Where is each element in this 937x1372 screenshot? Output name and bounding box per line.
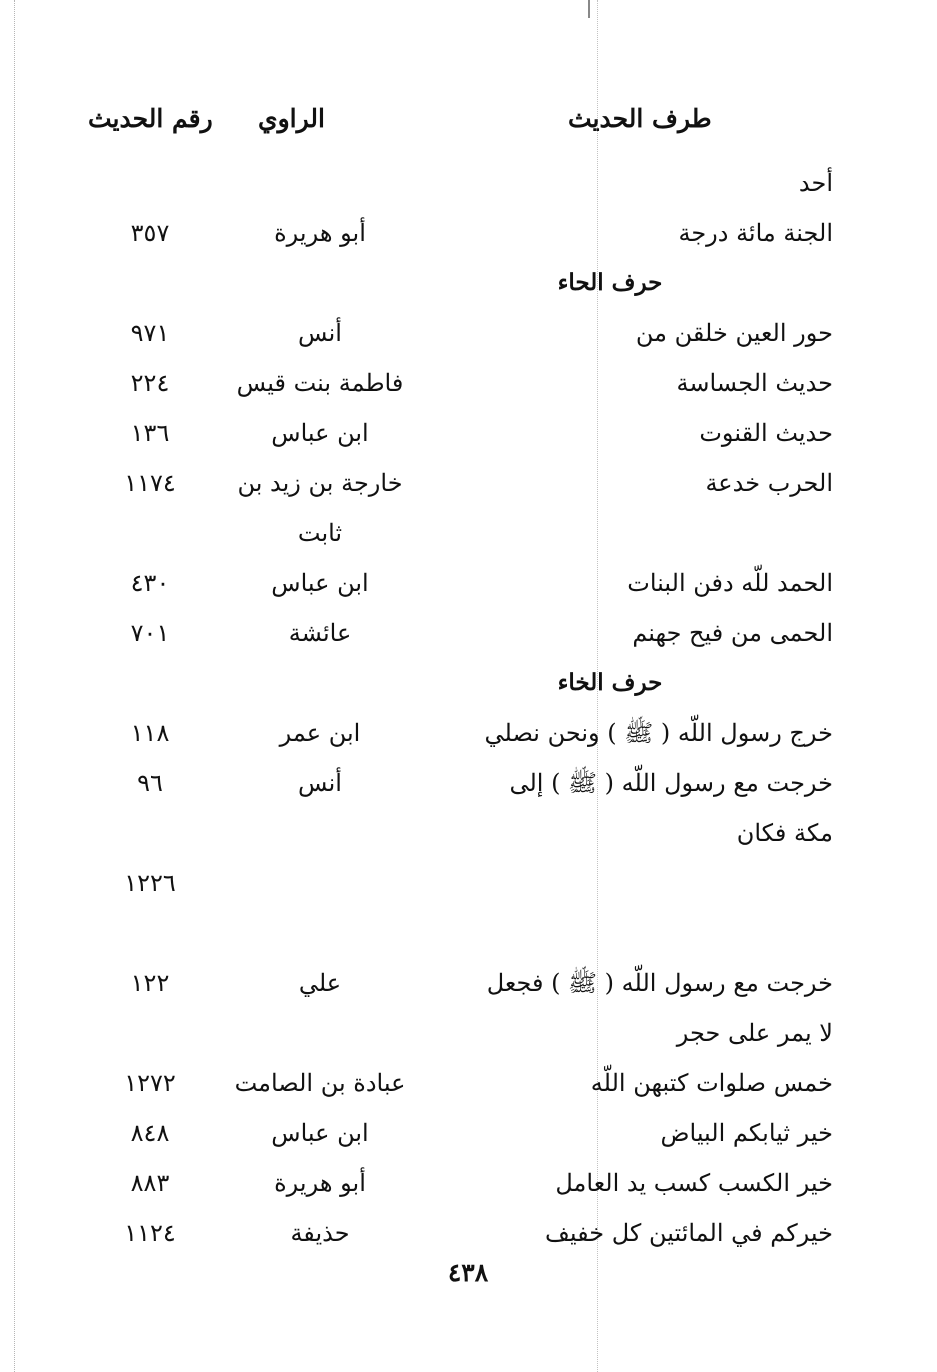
- section-heading-row: [0, 661, 937, 705]
- hadith-text-cell: لا يمر على حجر: [676, 1019, 833, 1047]
- narrator-cell: أنس: [298, 319, 342, 347]
- section-heading: حرف الحاء: [557, 269, 663, 296]
- table-row: [0, 1211, 937, 1255]
- header-hadith-text: طرف الحديث: [568, 104, 712, 133]
- hadith-text-cell: حديث القنوت: [699, 419, 833, 447]
- header-narrator: الراوي: [258, 104, 325, 133]
- hadith-number-cell: ٤٣٠: [130, 569, 170, 597]
- table-row: [0, 511, 937, 555]
- hadith-number-cell: ٨٨٣: [130, 1169, 170, 1197]
- narrator-cell: عبادة بن الصامت: [234, 1069, 406, 1097]
- table-row: [0, 811, 937, 855]
- section-heading: حرف الخاء: [557, 669, 663, 696]
- narrator-cell: ابن عباس: [271, 419, 369, 447]
- narrator-cell: علي: [298, 969, 342, 997]
- section-heading-row: [0, 261, 937, 305]
- hadith-text-cell: خرجت مع رسول اللّه ( ﷺ ) إلى: [509, 769, 833, 797]
- hadith-number-cell: ٣٥٧: [130, 219, 170, 247]
- hadith-text-cell: خرجت مع رسول اللّه ( ﷺ ) فجعل: [486, 969, 833, 997]
- hadith-text-cell: خمس صلوات كتبهن اللّه: [590, 1069, 833, 1097]
- narrator-cell: ابن عمر: [279, 719, 361, 747]
- table-row: [0, 1111, 937, 1155]
- table-row: [0, 361, 937, 405]
- narrator-cell: عائشة: [288, 619, 352, 647]
- table-row: [0, 461, 937, 505]
- hadith-number-cell: ٢٢٤: [130, 369, 170, 397]
- table-row: [0, 961, 937, 1005]
- hadith-number-cell: ١٢٢٦: [124, 869, 176, 897]
- hadith-number-cell: ١٣٦: [130, 419, 170, 447]
- hadith-number-cell: ١١٨: [130, 719, 170, 747]
- narrator-cell: خارجة بن زيد بن: [237, 469, 403, 497]
- narrator-cell: أنس: [298, 769, 342, 797]
- table-row: [0, 1061, 937, 1105]
- hadith-number-cell: ٩٦: [137, 769, 163, 797]
- table-row: [0, 161, 937, 205]
- hadith-text-cell: خرج رسول اللّه ( ﷺ ) ونحن نصلي: [484, 719, 833, 747]
- hadith-text-cell: الجنة مائة درجة: [678, 219, 833, 247]
- hadith-number-cell: ٧٠١: [130, 619, 170, 647]
- narrator-cell: أبو هريرة: [274, 219, 366, 247]
- table-row: [0, 211, 937, 255]
- hadith-text-cell: حديث الجساسة: [676, 369, 833, 397]
- table-row: [0, 561, 937, 605]
- table-row: [0, 711, 937, 755]
- table-row: [0, 611, 937, 655]
- hadith-text-cell: الحمد للّه دفن البنات: [627, 569, 833, 597]
- hadith-number-cell: ٩٧١: [130, 319, 170, 347]
- narrator-cell: أبو هريرة: [274, 1169, 366, 1197]
- header-hadith-number: رقم الحديث: [88, 104, 213, 133]
- hadith-text-cell: الحمى من فيح جهنم: [632, 619, 833, 647]
- narrator-cell: ابن عباس: [271, 569, 369, 597]
- hadith-number-cell: ١٢٢: [130, 969, 170, 997]
- table-row: [0, 1161, 937, 1205]
- hadith-text-cell: مكة فكان: [736, 819, 833, 847]
- table-row: [0, 861, 937, 905]
- table-row: [0, 911, 937, 955]
- narrator-cell: ثابت: [297, 519, 343, 547]
- hadith-text-cell: أحد: [798, 169, 833, 197]
- hadith-text-cell: حور العين خلقن من: [635, 319, 833, 347]
- hadith-number-cell: ٨٤٨: [130, 1119, 170, 1147]
- narrator-cell: ابن عباس: [271, 1119, 369, 1147]
- page-number: ٤٣٨: [447, 1258, 489, 1287]
- narrator-cell: حذيفة: [290, 1219, 350, 1247]
- table-row: [0, 1011, 937, 1055]
- hadith-number-cell: ١٢٧٢: [124, 1069, 176, 1097]
- table-row: [0, 761, 937, 805]
- hadith-number-cell: ١١٢٤: [124, 1219, 176, 1247]
- table-row: [0, 311, 937, 355]
- hadith-text-cell: خيركم في المائتين كل خفيف: [545, 1219, 833, 1247]
- narrator-cell: فاطمة بنت قيس: [236, 369, 404, 397]
- hadith-number-cell: ١١٧٤: [124, 469, 176, 497]
- hadith-text-cell: خير الكسب كسب يد العامل: [555, 1169, 833, 1197]
- scan-mark: [588, 0, 590, 18]
- hadith-text-cell: الحرب خدعة: [705, 469, 833, 497]
- table-row: [0, 411, 937, 455]
- hadith-text-cell: خير ثيابكم البياض: [660, 1119, 833, 1147]
